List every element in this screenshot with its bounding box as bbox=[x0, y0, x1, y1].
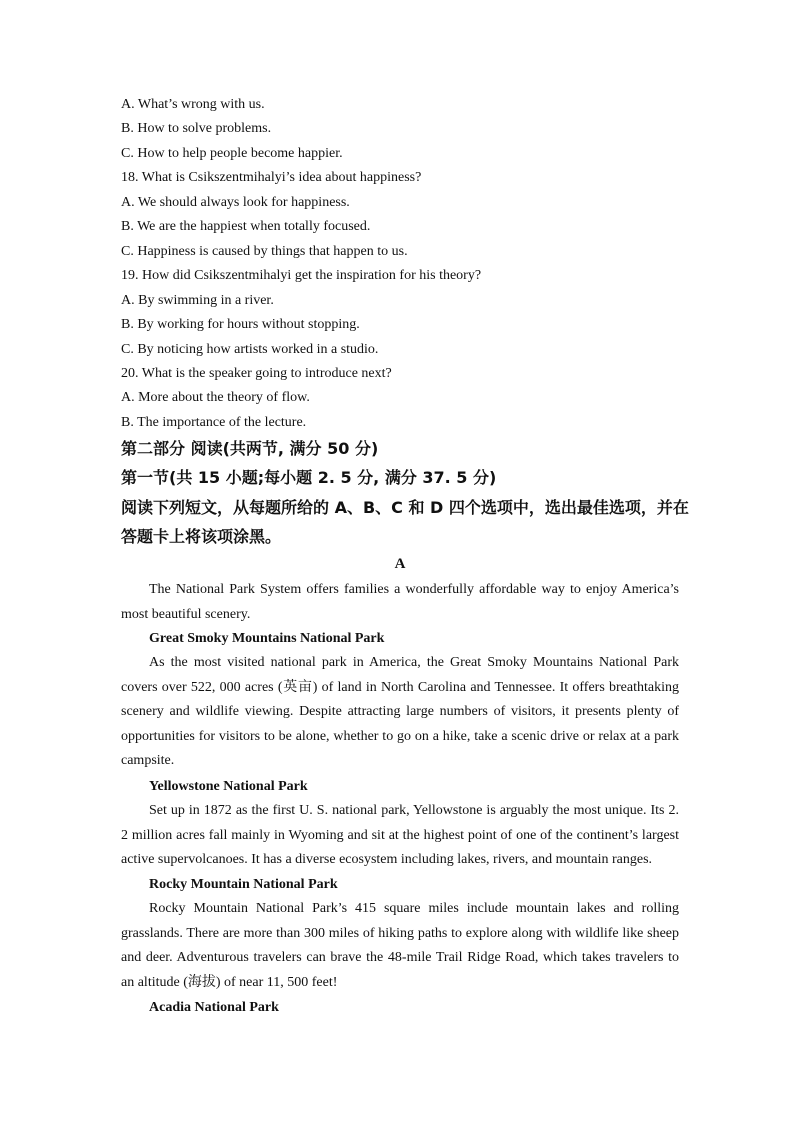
option-text: B. We are the happiest when totally focused. bbox=[121, 219, 371, 234]
option-text: A. We should always look for happiness. bbox=[121, 195, 350, 210]
instructions-line-2: 答题卡上将该项涂黑。 bbox=[121, 527, 282, 546]
instructions-line-1: 阅读下列短文，从每题所给的 A、B、C 和 D 四个选项中，选出最佳选项，并在 bbox=[121, 498, 689, 517]
passage-label: A bbox=[394, 556, 406, 572]
option-text: A. What’s wrong with us. bbox=[121, 97, 265, 112]
option-text: B. The importance of the lecture. bbox=[121, 415, 307, 430]
question-19: 19. How did Csikszentmihalyi get the inspiration for his theory? bbox=[121, 268, 482, 283]
park-heading: Great Smoky Mountains National Park bbox=[149, 631, 385, 646]
subsection-heading: 第一节(共 15 小题;每小题 2. 5 分, 满分 37. 5 分) bbox=[121, 468, 497, 487]
park-heading: Rocky Mountain National Park bbox=[149, 877, 338, 892]
option-text: A. By swimming in a river. bbox=[121, 293, 274, 308]
option-text: B. By working for hours without stopping. bbox=[121, 317, 360, 332]
option-text: B. How to solve problems. bbox=[121, 121, 272, 136]
passage-intro: The National Park System offers families a wonderfully affordable way to enjoy America’s most beautiful scenery. bbox=[121, 582, 679, 622]
option-text: C. By noticing how artists worked in a studio. bbox=[121, 342, 379, 357]
park-description: Set up in 1872 as the first U. S. national park, Yellowstone is arguably the most unique. Its 2. 2 million acres fall mainly in Wyoming and sit at the highest point of one of the continent’s largest active supervolcanoes. It has a diverse ecosystem including lakes, rivers, and mountain ranges. bbox=[121, 803, 679, 867]
section-heading: 第二部分 阅读(共两节, 满分 50 分) bbox=[121, 439, 379, 458]
option-text: A. More about the theory of flow. bbox=[121, 390, 310, 405]
park-description: As the most visited national park in America, the Great Smoky Mountains National Park covers over 522, 000 acres (英亩) of land in North Carolina and Tennessee. It offers breathtaking scenery and wildlife viewing. Despite attracting large numbers of visitors, it presents plenty of opportunities for visitors to be alone, whether to go on a hike, take a scenic drive or relax at a park campsite. bbox=[121, 655, 679, 768]
option-text: C. Happiness is caused by things that happen to us. bbox=[121, 244, 408, 259]
question-18: 18. What is Csikszentmihalyi’s idea about happiness? bbox=[121, 170, 422, 185]
park-heading: Acadia National Park bbox=[149, 1000, 279, 1015]
park-description: Rocky Mountain National Park’s 415 square miles include mountain lakes and rolling grasslands. There are more than 300 miles of hiking paths to explore along with wildlife like sheep and deer. Adventurous travelers can brave the 48-mile Trail Ridge Road, which takes travelers to an altitude (海拔) of near 11, 500 feet! bbox=[121, 901, 679, 990]
park-heading: Yellowstone National Park bbox=[149, 779, 308, 794]
option-text: C. How to help people become happier. bbox=[121, 146, 343, 161]
question-20: 20. What is the speaker going to introduce next? bbox=[121, 366, 392, 381]
